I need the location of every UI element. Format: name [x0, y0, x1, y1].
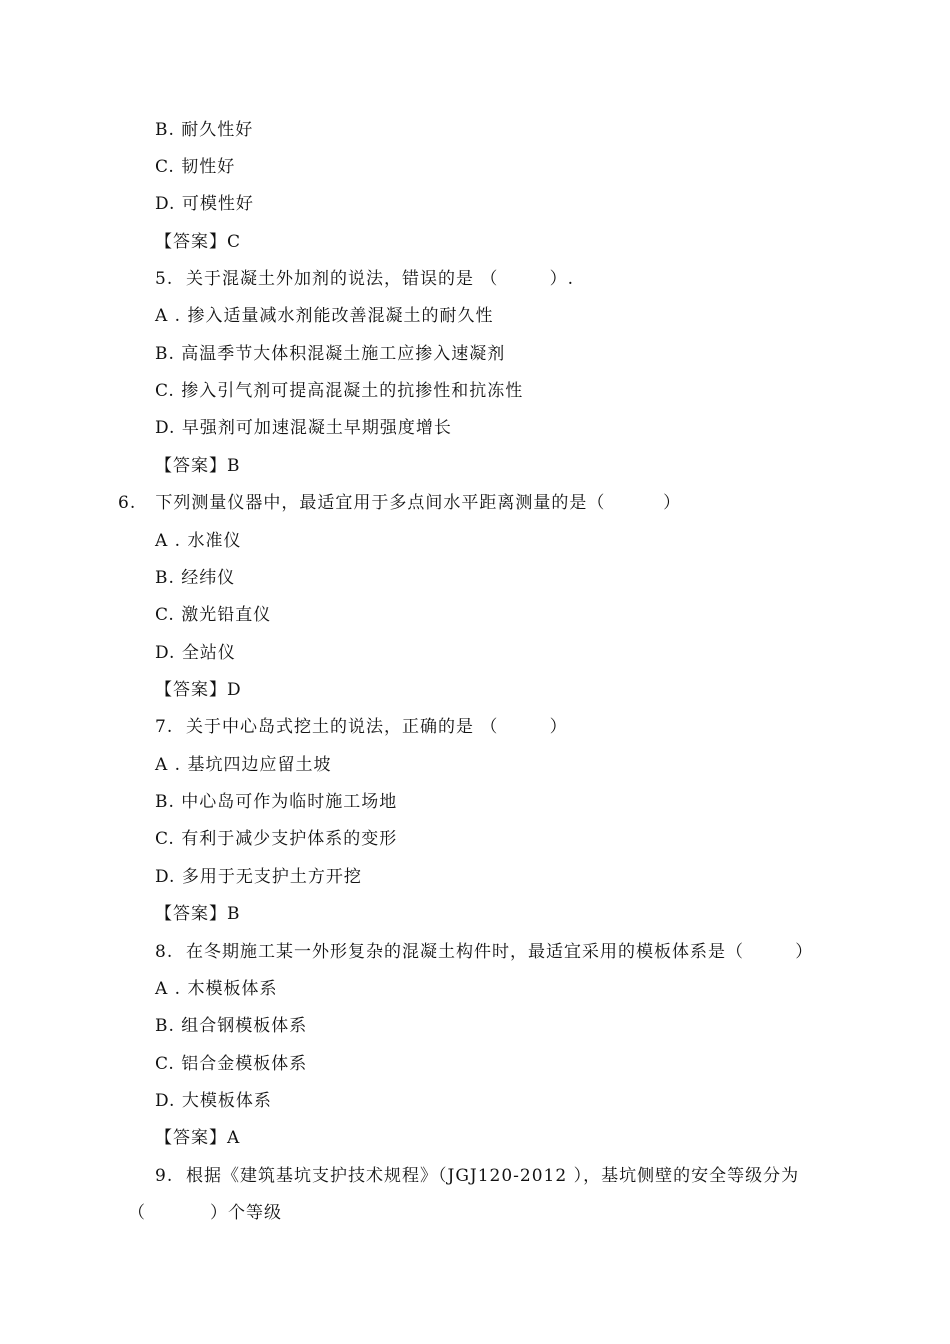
option-c: C. 铝合金模板体系: [155, 1054, 308, 1074]
option-b: B. 组合钢模板体系: [155, 1016, 308, 1036]
option-b: B. 中心岛可作为临时施工场地: [155, 792, 398, 812]
option-d: D. 大模板体系: [155, 1091, 272, 1111]
answer: 【答案】D: [155, 680, 242, 700]
option-c: C. 有利于减少支护体系的变形: [155, 829, 398, 849]
option-a: A . 水准仪: [155, 531, 242, 551]
question-6: 6. 下列测量仪器中，最适宜用于多点间水平距离测量的是（ ）: [118, 493, 682, 513]
option-c: C. 激光铅直仪: [155, 605, 272, 625]
option-d: D. 可模性好: [155, 194, 254, 214]
option-c: C. 掺入引气剂可提高混凝土的抗掺性和抗冻性: [155, 381, 524, 401]
question-8: 8. 在冬期施工某一外形复杂的混凝土构件时，最适宜采用的模板体系是（ ）: [155, 942, 814, 962]
answer: 【答案】C: [155, 232, 242, 252]
option-b: B. 耐久性好: [155, 120, 254, 140]
option-d: D. 多用于无支护土方开挖: [155, 867, 362, 887]
option-a: A . 基坑四边应留土坡: [155, 755, 332, 775]
option-d: D. 全站仪: [155, 643, 236, 663]
option-a: A . 木模板体系: [155, 979, 278, 999]
option-b: B. 经纬仪: [155, 568, 236, 588]
question-5: 5. 关于混凝土外加剂的说法，错误的是 （ ）.: [155, 269, 575, 289]
question-9-continuation: （ ）个等级: [128, 1203, 283, 1223]
option-b: B. 高温季节大体积混凝土施工应掺入速凝剂: [155, 344, 506, 364]
question-7: 7. 关于中心岛式挖土的说法，正确的是 （ ）: [155, 717, 568, 737]
answer: 【答案】A: [155, 1128, 241, 1148]
option-d: D. 早强剂可加速混凝土早期强度增长: [155, 418, 452, 438]
answer: 【答案】B: [155, 456, 241, 476]
option-a: A . 掺入适量减水剂能改善混凝土的耐久性: [155, 306, 494, 326]
question-9: 9. 根据《建筑基坑支护技术规程》（JGJ120-2012 ），基坑侧壁的安全等级分为: [155, 1166, 800, 1186]
answer: 【答案】B: [155, 904, 241, 924]
option-c: C. 韧性好: [155, 157, 236, 177]
